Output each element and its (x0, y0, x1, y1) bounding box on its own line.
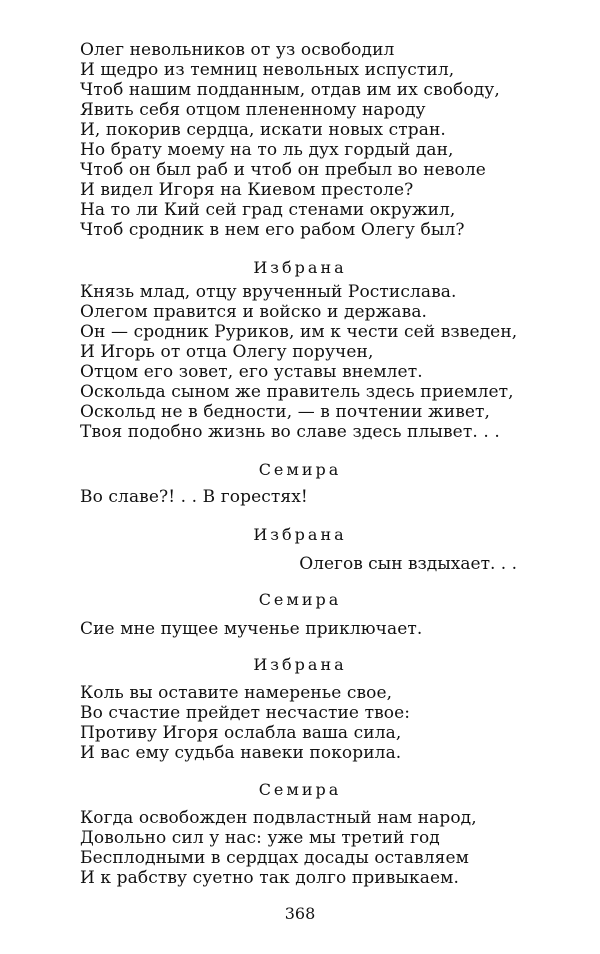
speaker-name: Семира (258, 780, 342, 799)
verse-block (80, 40, 520, 240)
verse-line: Когда освобожден подвластный нам народ, (80, 808, 477, 828)
verse-line: Отцом его зовет, его уставы внемлет. (80, 362, 423, 382)
verse-block (80, 487, 520, 507)
verse-line: Бесплодными в сердцах досады оставляем (80, 848, 469, 868)
verse-line: И Игорь от отца Олегу поручен, (80, 342, 374, 362)
speaker-name: Семира (258, 460, 342, 479)
verse-line: На то ли Кий сей град стенами окружил, (80, 200, 456, 220)
verse-block (80, 282, 520, 442)
speaker-name: Семира (258, 590, 342, 609)
verse-line: Во славе?! . . В горестях! (80, 487, 308, 507)
verse-line: И, покорив сердца, искати новых стран. (80, 120, 446, 140)
verse-line: Во счастие прейдет несчастие твое: (80, 703, 411, 723)
verse-line: Чтоб он был раб и чтоб он пребыл во неволе (80, 160, 486, 180)
verse-line: Олег невольников от уз освободил (80, 40, 395, 60)
speaker-name: Избрана (253, 258, 347, 277)
verse-line: И видел Игоря на Киевом престоле? (80, 180, 414, 200)
verse-line: Князь млад, отцу врученный Ростислава. (80, 282, 457, 302)
verse-line: Чтоб сродник в нем его рабом Олегу был? (80, 220, 465, 240)
verse-line: И к рабству суетно так долго привыкаем. (80, 868, 459, 888)
verse-line: Коль вы оставите намеренье свое, (80, 683, 393, 703)
speaker-name: Избрана (253, 655, 347, 674)
speaker-name: Избрана (253, 525, 347, 544)
verse-line: Довольно сил у нас: уже мы третий год (80, 828, 440, 848)
verse-block (80, 619, 520, 639)
verse-line: Он — сродник Руриков, им к чести сей взведен, (80, 322, 518, 342)
verse-line: И вас ему судьба навеки покорила. (80, 743, 402, 763)
verse-line: Чтоб нашим подданным, отдав им их свободу, (80, 80, 500, 100)
verse-line: Оскольда сыном же правитель здесь приемлет, (80, 382, 514, 402)
verse-line: Но брату моему на то ль дух гордый дан, (80, 140, 454, 160)
verse-block (80, 683, 520, 763)
verse-line: Олегом правится и войско и держава. (80, 302, 428, 322)
verse-line: Противу Игоря ослабла ваша сила, (80, 723, 402, 743)
verse-line: И щедро из темниц невольных испустил, (80, 60, 455, 80)
verse-line: Сие мне пущее мученье приключает. (80, 619, 423, 639)
verse-block (80, 808, 520, 888)
verse-line: Оскольд не в бедности, — в почтении живет, (80, 402, 491, 422)
page-number: 368 (284, 904, 316, 923)
verse-line: Явить себя отцом плененному народу (80, 100, 426, 120)
verse-line: Твоя подобно жизнь во славе здесь плывет. . . (80, 422, 500, 442)
verse-line-right: Олегов сын вздыхает. . . (299, 554, 517, 574)
